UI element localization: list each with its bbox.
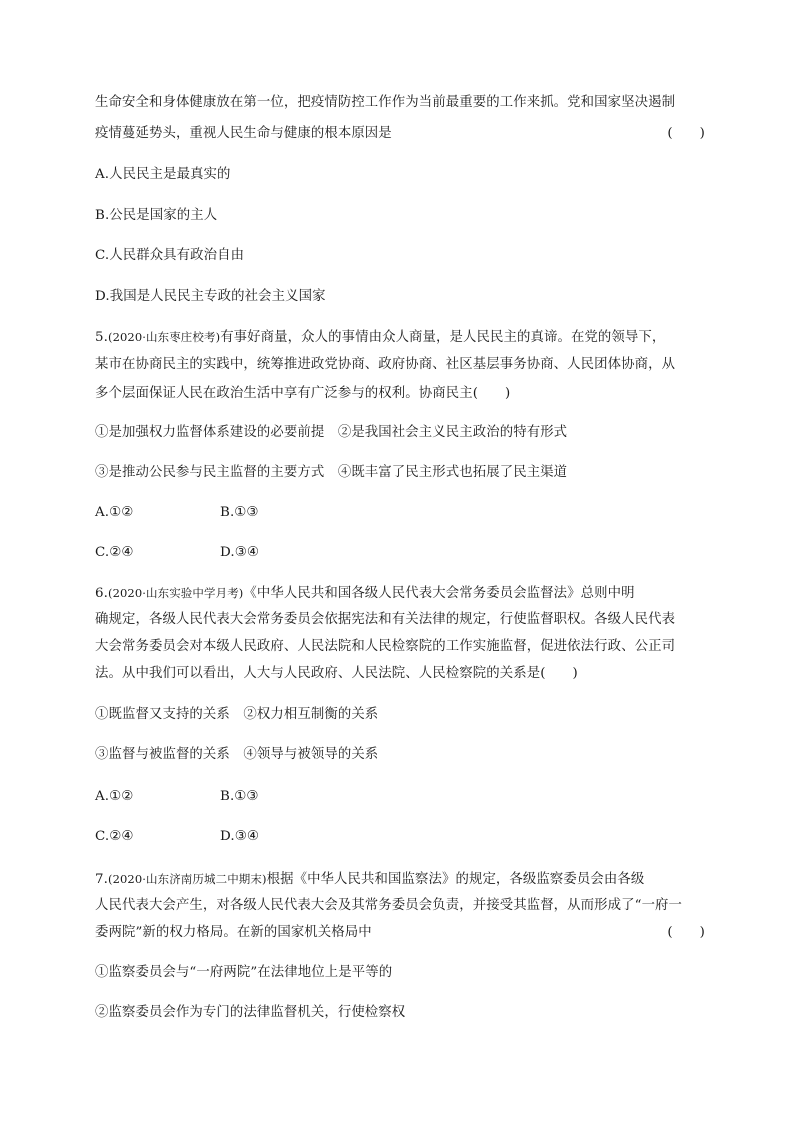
q7-statement-2: ②监察委员会作为专门的法律监督机关，行使检察权 xyxy=(95,1005,406,1020)
q4-stem-text: 疫情蔓延势头，重视人民生命与健康的根本原因是 xyxy=(95,126,392,141)
q6-stem-line-2: 确规定，各级人民代表大会常务委员会依据宪法和有关法律的规定，行使监督职权。各级人民代表 xyxy=(95,612,676,627)
q5-stem-text: 有事好商量，众人的事情由众人商量，是人民民主的真谛。在党的领导下， xyxy=(220,330,666,345)
q7-stem-line-2: 人民代表大会产生，对各级人民代表大会及其常务委员会负责，并接受其监督，从而形成了“一府一 xyxy=(95,898,683,913)
q5-number: 5. xyxy=(95,330,108,345)
q5-source: (2020·山东枣庄校考) xyxy=(107,330,221,344)
q7-source: (2020·山东济南历城二中期末) xyxy=(107,872,267,886)
q6-options-row-2 xyxy=(95,828,705,846)
q7-stem-text-3: 委两院”新的权力格局。在新的国家机关格局中 xyxy=(95,925,372,940)
q6-option-c: C.②④ xyxy=(95,829,134,844)
q7-statement-1: ①监察委员会与“一府两院”在法律地位上是平等的 xyxy=(95,965,393,980)
q6-number: 6. xyxy=(95,586,108,601)
q6-statement-1: ①既监督又支持的关系 ②权力相互制衡的关系 xyxy=(95,707,379,722)
q6-statement-2: ③监督与被监督的关系 ④领导与被领导的关系 xyxy=(95,747,379,762)
q5-options-row-1 xyxy=(95,504,705,522)
q4-option-b: B.公民是国家的主人 xyxy=(95,208,218,223)
q4-answer-paren: ( ) xyxy=(667,126,705,141)
q7-number: 7. xyxy=(95,872,108,887)
q6-stem-line-1 xyxy=(95,584,705,603)
q5-option-d: D.③④ xyxy=(220,545,259,560)
q5-stem-line-3: 多个层面保证人民在政治生活中享有广泛参与的权利。协商民主( ) xyxy=(95,386,511,401)
q6-source: (2020·山东实验中学月考) xyxy=(107,586,244,600)
q4-option-d: D.我国是人民民主专政的社会主义国家 xyxy=(95,289,326,304)
q4-stem-line-1: 生命安全和身体健康放在第一位，把疫情防控工作作为当前最重要的工作来抓。党和国家坚决遏制 xyxy=(95,95,676,110)
q6-option-b: B.①③ xyxy=(220,789,259,804)
q5-statement-2: ③是推动公民参与民主监督的主要方式 ④既丰富了民主形式也拓展了民主渠道 xyxy=(95,465,568,480)
q5-option-b: B.①③ xyxy=(220,505,259,520)
q6-option-a: A.①② xyxy=(95,789,134,804)
q6-stem-text: 《中华人民共和国各级人民代表大会常务委员会监督法》总则中明 xyxy=(243,586,635,601)
q4-option-a: A.人民民主是最真实的 xyxy=(95,167,231,182)
q5-option-c: C.②④ xyxy=(95,545,134,560)
q6-stem-line-3: 大会常务委员会对本级人民政府、人民法院和人民检察院的工作实施监督，促进依法行政、公正司 xyxy=(95,639,676,654)
q4-option-c: C.人民群众具有政治自由 xyxy=(95,248,245,263)
q5-stem-line-2: 某市在协商民主的实践中，统筹推进政党协商、政府协商、社区基层事务协商、人民团体协商，从 xyxy=(95,357,676,372)
q4-stem-line-2 xyxy=(95,125,705,143)
q5-stem-line-1 xyxy=(95,328,705,347)
q7-stem-line-1 xyxy=(95,870,705,889)
q6-option-d: D.③④ xyxy=(220,829,259,844)
q5-options-row-2 xyxy=(95,544,705,562)
q5-option-a: A.①② xyxy=(95,505,134,520)
q7-stem-text: 根据《中华人民共和国监察法》的规定，各级监察委员会由各级 xyxy=(266,872,645,887)
q6-stem-line-4: 法。从中我们可以看出，人大与人民政府、人民法院、人民检察院的关系是( ) xyxy=(95,666,578,681)
q6-options-row-1 xyxy=(95,788,705,806)
q5-statement-1: ①是加强权力监督体系建设的必要前提 ②是我国社会主义民主政治的特有形式 xyxy=(95,425,568,440)
q7-answer-paren: ( ) xyxy=(667,925,705,940)
q7-stem-line-3 xyxy=(95,924,705,942)
